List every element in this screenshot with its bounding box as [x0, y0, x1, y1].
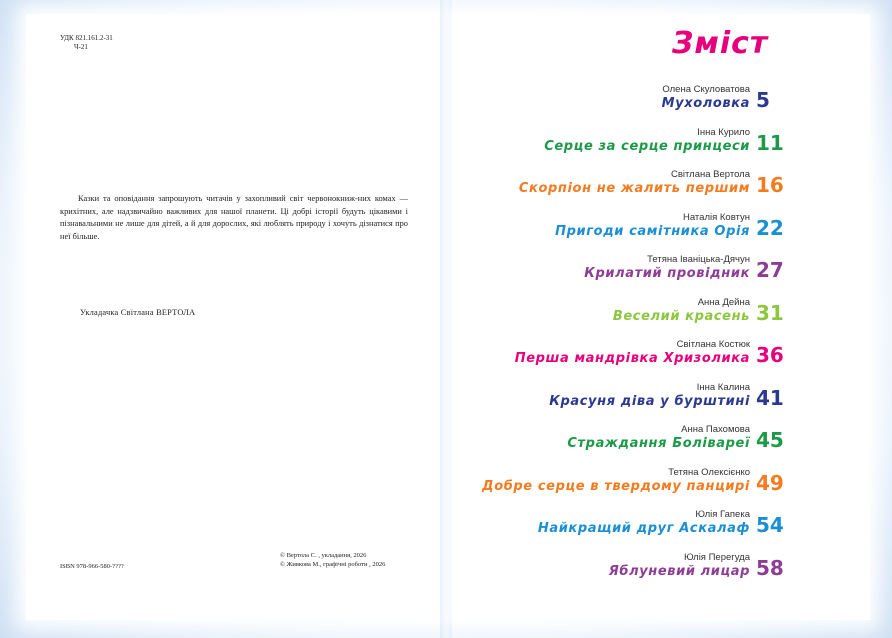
book-gutter — [440, 0, 452, 638]
left-page — [26, 14, 438, 620]
toc-entry-title: Яблуневий лицар — [608, 563, 750, 579]
toc-entry — [470, 169, 800, 212]
toc-entry-author: Анна Пахомова — [681, 424, 750, 435]
toc-entry — [470, 467, 800, 510]
toc-entry-page-number: 11 — [756, 130, 784, 155]
isbn: ISBN 978-966-580-???? — [60, 563, 124, 570]
toc-entry-page-number: 16 — [756, 173, 784, 197]
toc-entry — [470, 127, 800, 170]
toc-entry-page-number: 58 — [756, 555, 784, 580]
annotation-text: Казки та оповідання запрошують читачів у захопливий світ червонокниж-них комах — крихітних, але надзвичайно важливих для нашої планети. Ці добрі історії будуть цікавими і пізнавальними не лише для дітей, а й для дорослих, які люблять природу і хочуть дізнатися про неї більше. — [60, 194, 408, 241]
toc-entry-title: Найкращий друг Аскалаф — [537, 521, 750, 536]
toc-entry — [470, 212, 800, 255]
toc-entry-page-number: 54 — [756, 513, 784, 537]
toc-entry-page-number: 41 — [756, 385, 784, 410]
toc-entry-page-number: 5 — [756, 88, 770, 112]
toc-entry — [470, 339, 800, 382]
toc-entry — [470, 552, 800, 595]
toc-entry-author: Олена Скуловатова — [662, 84, 750, 95]
toc-entry-title: Красуня діва у бурштині — [549, 393, 750, 409]
toc-entry-title: Добре серце в твердому панцирі — [482, 478, 750, 494]
toc-entry-author: Тетяна Іваніцька-Дячун — [647, 254, 750, 265]
toc-entry — [470, 509, 800, 552]
toc-entry-author: Юлія Гапека — [695, 509, 750, 520]
toc-entry-page-number: 49 — [756, 470, 784, 495]
toc-entry-author: Інна Курило — [697, 126, 750, 138]
toc-entry-title: Пригоди самітника Орія — [555, 223, 750, 239]
toc-entry-title: Серце за серце принцеси — [544, 138, 750, 154]
toc-entry-author: Анна Дейна — [697, 296, 750, 308]
toc-entry — [470, 84, 800, 127]
toc-entry-title: Крилатий провідник — [584, 266, 750, 281]
toc-entry — [470, 297, 800, 340]
toc-entry-page-number: 36 — [756, 343, 784, 367]
toc-entry-page-number: 27 — [756, 258, 784, 282]
toc-entry-author: Наталія Ковтун — [682, 211, 750, 223]
author-mark: Ч-21 — [74, 43, 88, 51]
toc-entry-author: Світлана Вертола — [671, 169, 750, 180]
toc-entry-author: Інна Калина — [696, 381, 750, 393]
toc-entry-title: Страждання Болівареї — [567, 436, 750, 451]
toc-entry — [470, 382, 800, 425]
toc-entry-author: Юлія Перегуда — [683, 551, 750, 563]
compiler-credit: Укладачка Світлана ВЕРТОЛА — [80, 308, 196, 317]
table-of-contents — [470, 84, 800, 594]
toc-entry-author: Світлана Костюк — [676, 339, 750, 350]
toc-entry-page-number: 31 — [756, 300, 784, 325]
toc-entry-page-number: 45 — [756, 428, 784, 452]
toc-entry — [470, 254, 800, 297]
toc-entry-author: Тетяна Олексієнко — [668, 466, 750, 478]
toc-entry-title: Мухоловка — [661, 96, 750, 111]
toc-entry-title: Веселий красень — [612, 308, 750, 324]
toc-entry — [470, 424, 800, 467]
toc-entry-page-number: 22 — [756, 215, 784, 240]
copyright-illustrations: © Живкова М., графічні роботи , 2026 — [280, 561, 386, 568]
toc-title: Зміст — [672, 26, 769, 61]
copyright-compiling: © Вертола С. , укладання, 2026 — [280, 552, 367, 559]
toc-entry-title: Перша мандрівка Хризолика — [514, 351, 750, 366]
toc-entry-title: Скорпіон не жалить першим — [518, 181, 750, 196]
udk-code: УДК 821.161.2-31 — [60, 34, 113, 42]
